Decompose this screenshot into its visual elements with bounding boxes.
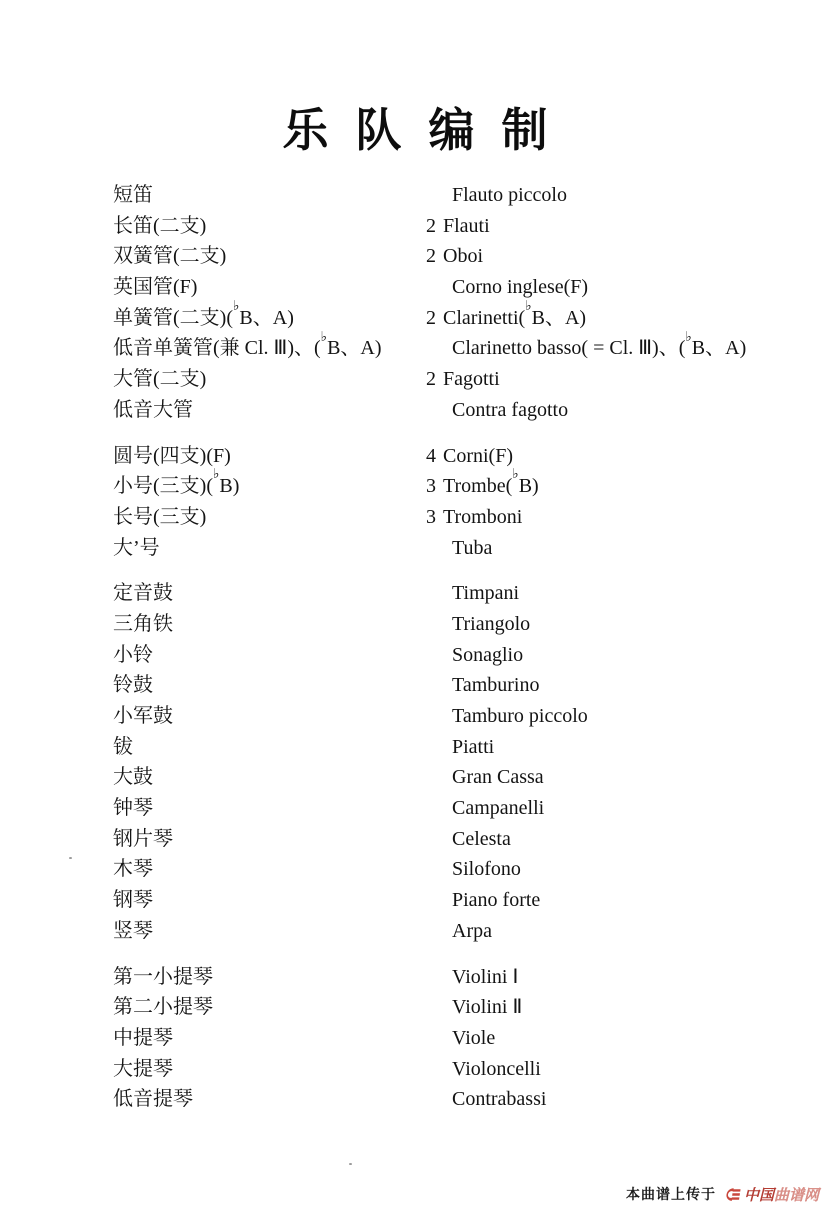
instrument-row <box>0 1054 830 1085</box>
instrument-name-it: Violini Ⅰ <box>452 965 519 988</box>
instrument-row <box>0 533 830 564</box>
instrument-row <box>0 466 830 502</box>
instrument-name-zh: 低音提琴 <box>113 1088 193 1111</box>
instrument-name-zh: 大’号 <box>113 536 160 559</box>
instrument-name-it: Arpa <box>452 919 492 942</box>
instrument-name-it: Tuba <box>452 536 493 559</box>
instrument-count: 2 <box>426 368 436 391</box>
instrument-name-zh: 低音大管 <box>113 398 193 421</box>
instrument-row <box>0 885 830 916</box>
instrument-name-zh: 大提琴 <box>113 1057 173 1080</box>
instrument-count: 3 <box>426 475 436 498</box>
instrument-row <box>0 578 830 609</box>
site-name-secondary: 曲谱网 <box>773 1186 819 1204</box>
instrument-name-it: Sonaglio <box>452 643 524 666</box>
instrument-row <box>0 364 830 395</box>
instrument-name-it: Trombe(♭B) <box>443 466 539 498</box>
section-brass <box>0 441 830 564</box>
instrument-row <box>0 609 830 640</box>
instrument-row <box>0 441 830 472</box>
watermark-prefix: 本曲谱上传于 <box>625 1186 716 1202</box>
instrument-name-zh: 第一小提琴 <box>113 965 213 988</box>
instrument-name-it: Silofono <box>452 858 521 881</box>
section-percussion-and-keyboards <box>0 578 830 946</box>
instrument-name-it: Gran Cassa <box>452 766 544 789</box>
page-title: 乐队编制 <box>282 105 575 156</box>
instrument-name-it: Violoncelli <box>452 1057 541 1080</box>
music-score-logo-icon <box>723 1186 741 1203</box>
instrument-name-zh: 小号(三支)(♭B) <box>113 466 240 498</box>
instrument-row <box>0 992 830 1023</box>
instrument-row <box>0 670 830 701</box>
orchestra-instrument-list <box>0 180 830 1115</box>
instrument-row <box>0 328 830 364</box>
instrument-name-zh: 长笛(二支) <box>113 214 207 237</box>
scan-speck <box>349 1163 352 1165</box>
instrument-row <box>0 395 830 426</box>
instrument-row <box>0 962 830 993</box>
site-name <box>744 1184 819 1205</box>
instrument-name-zh: 钢琴 <box>113 889 153 912</box>
site-name-primary: 中国 <box>743 1186 774 1204</box>
instrument-row <box>0 241 830 272</box>
scan-speck <box>69 857 72 859</box>
instrument-name-zh: 长号(三支) <box>113 505 207 528</box>
instrument-name-it: Corno inglese(F) <box>452 276 589 299</box>
instrument-row <box>0 297 830 334</box>
instrument-name-zh: 小铃 <box>113 643 153 666</box>
instrument-name-it: Tamburino <box>452 674 540 697</box>
instrument-name-zh: 木琴 <box>113 858 153 881</box>
section-woodwinds <box>0 180 830 426</box>
instrument-name-it: Triangolo <box>452 612 531 635</box>
instrument-name-it: Viole <box>452 1026 496 1049</box>
instrument-name-zh: 铃鼓 <box>113 674 153 697</box>
instrument-name-it: Piano forte <box>452 889 541 912</box>
instrument-name-zh: 短笛 <box>113 184 153 206</box>
instrument-name-it: Flauti <box>443 214 490 237</box>
instrument-name-zh: 钢片琴 <box>113 827 173 850</box>
instrument-name-zh: 钹 <box>113 735 133 758</box>
instrument-row <box>0 1023 830 1054</box>
instrument-name-it: Clarinetti(♭B、A) <box>443 297 587 329</box>
instrument-row <box>0 701 830 732</box>
instrument-name-zh: 小军鼓 <box>113 705 173 727</box>
instrument-row <box>0 211 830 242</box>
instrument-row <box>0 1084 830 1115</box>
instrument-name-zh: 竖琴 <box>113 919 153 942</box>
instrument-row <box>0 732 830 763</box>
instrument-name-zh: 三角铁 <box>113 612 173 635</box>
instrument-name-it: Contra fagotto <box>452 398 569 421</box>
instrument-row <box>0 762 830 793</box>
instrument-count: 3 <box>426 505 436 528</box>
section-strings <box>0 962 830 1115</box>
instrument-name-zh: 英国管(F) <box>113 276 198 299</box>
instrument-name-it: Corni(F) <box>443 444 513 467</box>
instrument-count: 2 <box>426 306 436 329</box>
instrument-name-it: Campanelli <box>452 797 545 820</box>
instrument-name-it: Fagotti <box>443 368 500 391</box>
instrument-name-zh: 大鼓 <box>113 766 153 789</box>
instrument-name-it: Flauto piccolo <box>452 184 567 206</box>
instrument-name-zh: 单簧管(二支)(♭B、A) <box>113 297 294 329</box>
instrument-name-it: Violini Ⅱ <box>452 996 523 1019</box>
instrument-name-it: Clarinetto basso( = Cl. Ⅲ)、(♭B、A) <box>452 328 747 360</box>
watermark <box>626 1184 819 1204</box>
instrument-count: 2 <box>426 214 436 237</box>
instrument-name-it: Tromboni <box>443 505 523 528</box>
instrument-name-zh: 第二小提琴 <box>113 996 213 1019</box>
instrument-name-zh: 双簧管(二支) <box>113 245 227 268</box>
instrument-name-it: Celesta <box>452 827 511 850</box>
instrument-row <box>0 824 830 855</box>
instrument-row <box>0 502 830 533</box>
instrument-name-zh: 低音单簧管(兼 Cl. Ⅲ)、(♭B、A) <box>113 328 382 360</box>
instrument-name-zh: 定音鼓 <box>113 582 173 605</box>
instrument-name-it: Piatti <box>452 735 495 758</box>
instrument-count: 4 <box>426 444 436 467</box>
instrument-name-zh: 大管(二支) <box>113 368 207 391</box>
instrument-name-it: Oboi <box>443 245 483 268</box>
instrument-row <box>0 180 830 211</box>
instrument-name-it: Timpani <box>452 582 520 605</box>
instrument-name-it: Tamburo piccolo <box>452 705 588 727</box>
instrument-count: 2 <box>426 245 436 268</box>
instrument-row <box>0 272 830 303</box>
instrument-row <box>0 854 830 885</box>
instrument-row <box>0 640 830 671</box>
instrument-row <box>0 916 830 947</box>
instrument-name-zh: 中提琴 <box>113 1026 173 1049</box>
instrument-name-it: Contrabassi <box>452 1088 547 1111</box>
instrument-name-zh: 钟琴 <box>113 797 153 820</box>
instrument-row <box>0 793 830 824</box>
instrument-name-zh: 圆号(四支)(F) <box>113 444 231 467</box>
